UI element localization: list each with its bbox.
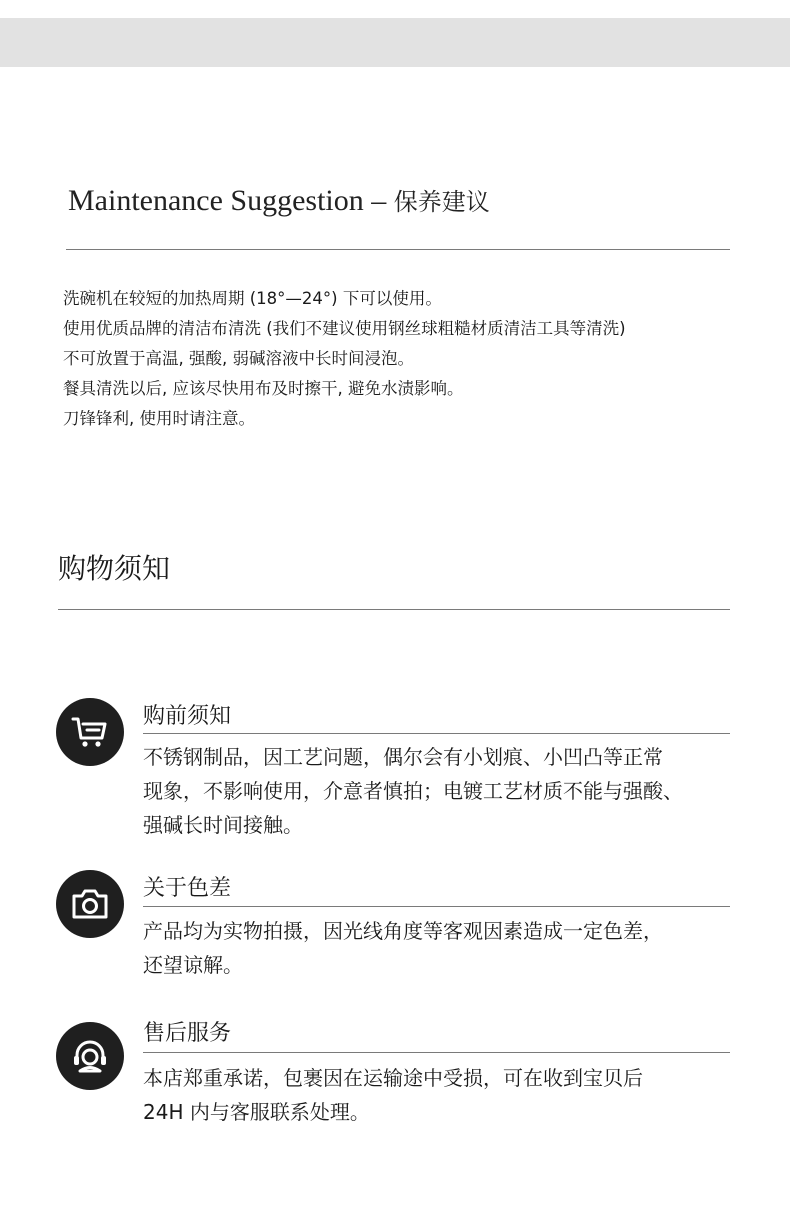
- section-line: 产品均为实物拍摄，因光线角度等客观因素造成一定色差，: [143, 919, 663, 943]
- section-title-pre-purchase: 购前须知: [143, 704, 232, 729]
- camera-icon: [70, 887, 110, 921]
- top-banner-bar: [0, 18, 790, 67]
- section-divider: [143, 906, 730, 907]
- cart-icon: [70, 714, 110, 750]
- section-divider: [143, 733, 730, 734]
- headset-icon: [70, 1037, 110, 1075]
- section-line: 24H 内与客服联系处理。: [143, 1100, 370, 1124]
- maintenance-list: [63, 284, 626, 434]
- section-line: 不锈钢制品，因工艺问题，偶尔会有小划痕、小凹凸等正常: [143, 745, 663, 769]
- section-line: 现象，不影响使用，介意者慎拍；电镀工艺材质不能与强酸、: [143, 779, 683, 803]
- section-text-pre-purchase: [143, 740, 683, 842]
- maintenance-line: 餐具清洗以后, 应该尽快用布及时擦干, 避免水渍影响。: [63, 379, 464, 398]
- section-title-color-difference: 关于色差: [143, 876, 232, 901]
- section-line: 强碱长时间接触。: [143, 813, 303, 837]
- maintenance-title-zh: 保养建议: [393, 188, 490, 216]
- section-line: 本店郑重承诺，包裹因在运输途中受损，可在收到宝贝后: [143, 1066, 643, 1090]
- camera-icon-badge: [56, 870, 124, 938]
- maintenance-title: [68, 182, 490, 218]
- section-text-color-difference: [143, 914, 663, 982]
- section-line: 还望谅解。: [143, 953, 243, 977]
- maintenance-line: 不可放置于高温, 强酸, 弱碱溶液中长时间浸泡。: [63, 349, 414, 368]
- headset-icon-badge: [56, 1022, 124, 1090]
- shopping-notice-title: 购物须知: [58, 552, 171, 585]
- maintenance-title-en: Maintenance Suggestion: [68, 184, 364, 217]
- section-title-after-sales: 售后服务: [143, 1021, 232, 1046]
- maintenance-line: 使用优质品牌的清洁布清洗 (我们不建议使用钢丝球粗糙材质清洁工具等清洗): [63, 319, 626, 338]
- section-text-after-sales: [143, 1061, 643, 1129]
- maintenance-divider: [66, 249, 730, 250]
- maintenance-line: 洗碗机在较短的加热周期 (18°—24°) 下可以使用。: [63, 289, 442, 308]
- title-dash: –: [371, 184, 387, 217]
- shopping-divider: [58, 609, 730, 610]
- maintenance-line: 刀锋锋利, 使用时请注意。: [63, 409, 255, 428]
- cart-icon-badge: [56, 698, 124, 766]
- section-divider: [143, 1052, 730, 1053]
